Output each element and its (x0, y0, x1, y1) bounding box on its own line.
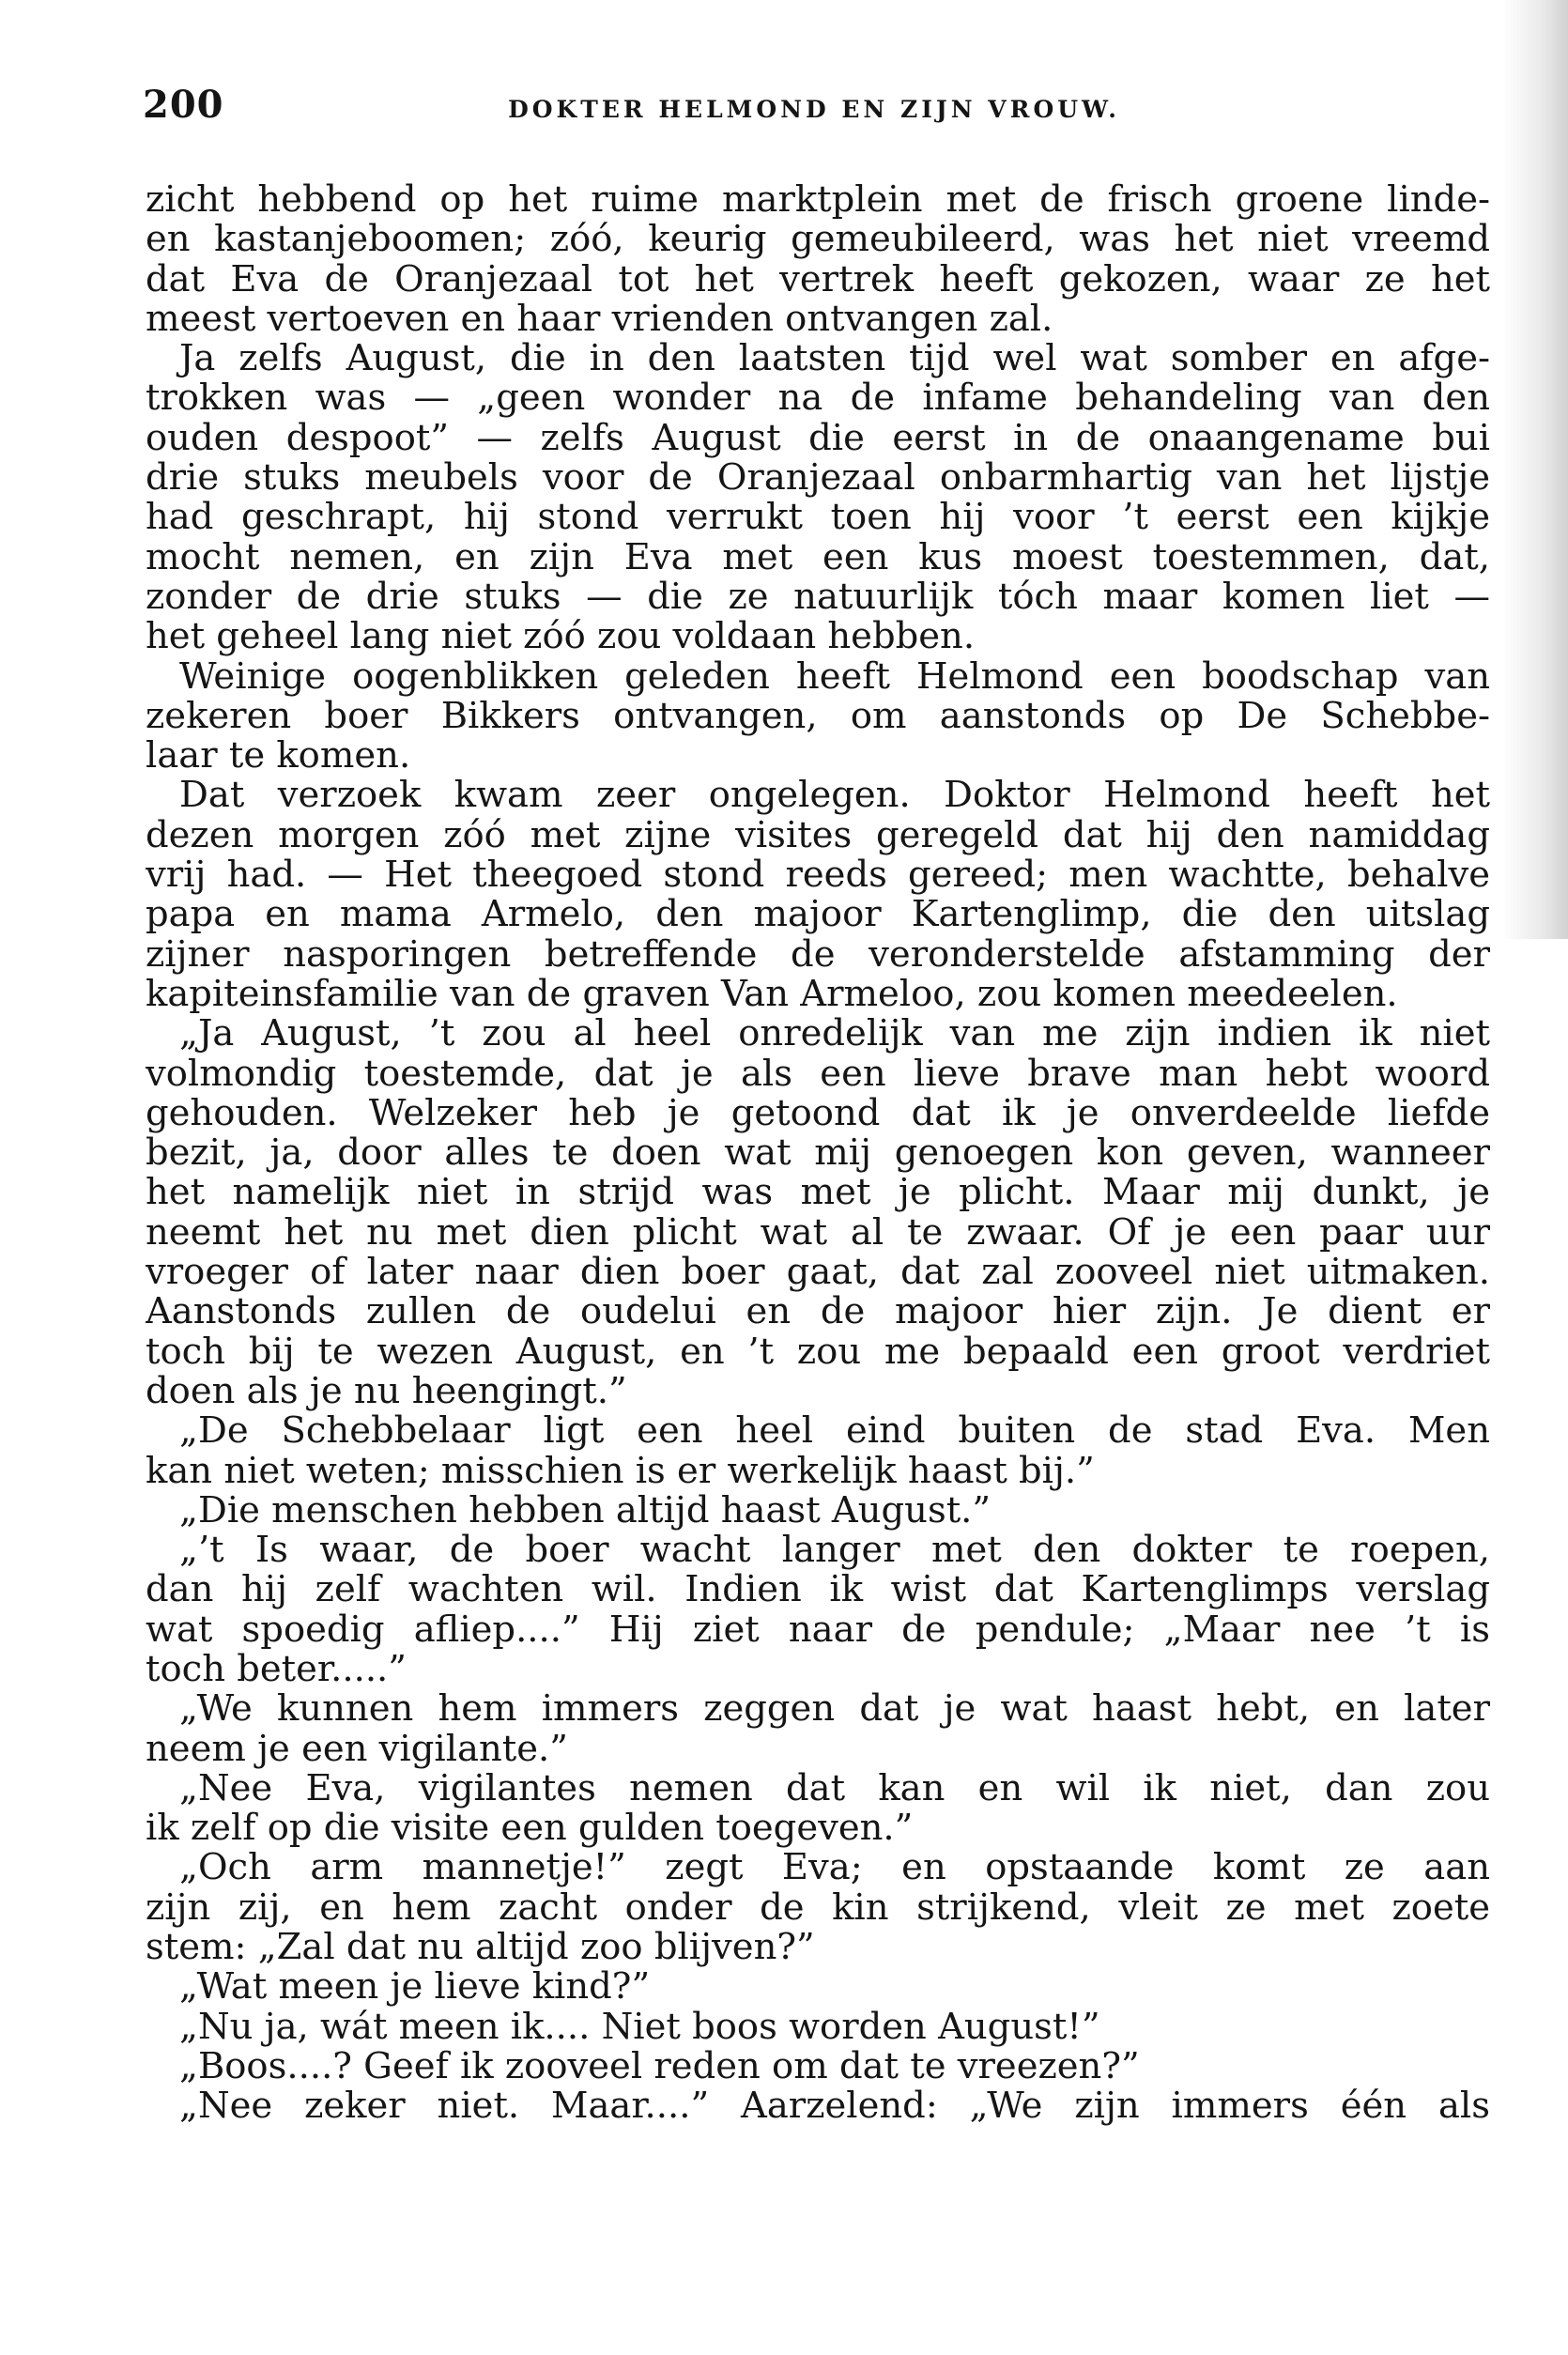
text-line: „De Schebbelaar ligt een heel eind buiten de stad Eva. Men (179, 1411, 1490, 1452)
body-text (146, 180, 1490, 2127)
text-line: Dat verzoek kwam zeer ongelegen. Doktor Helmond heeft het (179, 776, 1490, 816)
text-line: „Nee Eva, vigilantes nemen dat kan en wil ik niet, dan zou (179, 1768, 1490, 1809)
text-line: dan hij zelf wachten wil. Indien ik wist dat Kartenglimps verslag (146, 1570, 1490, 1610)
text-line: gehouden. Welzeker heb je getoond dat ik je onverdeelde liefde (146, 1093, 1490, 1134)
text-line: „’t Is waar, de boer wacht langer met den dokter te roepen, (179, 1531, 1490, 1571)
text-line: drie stuks meubels voor de Oranjezaal onbarmhartig van het lijstje (146, 458, 1490, 499)
text-line: Aanstonds zullen de oudelui en de majoor hier zijn. Je dient er (146, 1292, 1490, 1332)
page-number: 200 (143, 83, 224, 127)
text-line: Ja zelfs August, die in den laatsten tijd wel wat somber en afge- (179, 339, 1490, 379)
text-line: wat spoedig afliep....” Hij ziet naar de pendule; „Maar nee ’t is (146, 1609, 1490, 1650)
page-header (143, 83, 1485, 139)
text-line: „Ja August, ’t zou al heel onredelijk van me zijn indien ik niet (179, 1014, 1490, 1054)
text-line: trokken was — „geen wonder na de infame behandeling van den (146, 378, 1490, 419)
text-line: bezit, ja, door alles te doen wat mij genoegen kon geven, wanneer (146, 1133, 1490, 1174)
text-line: mocht nemen, en zijn Eva met een kus moest toestemmen, dat, (146, 537, 1490, 577)
text-line: „Die menschen hebben altijd haast August.” (179, 1490, 992, 1532)
text-line: dezen morgen zóó met zijne visites geregeld dat hij den namiddag (146, 815, 1490, 856)
text-line: doen als je nu heengingt.” (146, 1371, 627, 1412)
text-line: volmondig toestemde, dat je als een lieve brave man hebt woord (146, 1054, 1490, 1094)
text-line: zonder de drie stuks — die ze natuurlijk tóch maar komen liet — (146, 577, 1490, 618)
text-line: „Nee zeker niet. Maar....” Aarzelend: „We zijn immers één als (179, 2086, 1490, 2127)
text-line: en kastanjeboomen; zóó, keurig gemeubileerd, was het niet vreemd (146, 220, 1490, 260)
text-line: laar te komen. (146, 736, 411, 777)
text-line: dat Eva de Oranjezaal tot het vertrek heeft gekozen, waar ze het (146, 259, 1490, 300)
text-line: Weinige oogenblikken geleden heeft Helmond een boodschap van (179, 656, 1490, 697)
text-line: toch beter.....” (146, 1649, 407, 1690)
page-edge-shadow (1502, 0, 1568, 939)
text-line: neem je een vigilante.” (146, 1729, 568, 1769)
text-line: stem: „Zal dat nu altijd zoo blijven?” (146, 1928, 815, 1968)
text-line: neemt het nu met dien plicht wat al te zwaar. Of je een paar uur (146, 1212, 1490, 1254)
text-line: had geschrapt, hij stond verrukt toen hij voor ’t eerst een kijkje (146, 498, 1490, 538)
text-line: kan niet weten; misschien is er werkelijk haast bij.” (146, 1451, 1095, 1491)
text-line: „Boos....? Geef ik zooveel reden om dat te vreezen?” (179, 2046, 1140, 2087)
text-line: zekeren boer Bikkers ontvangen, om aanstonds op De Schebbe- (146, 696, 1490, 737)
text-line: vroeger of later naar dien boer gaat, dat zal zooveel niet uitmaken. (146, 1253, 1490, 1293)
running-title: DOKTER HELMOND EN ZIJN VROUW. (508, 96, 1120, 123)
text-line: ouden despoot” — zelfs August die eerst in de onaangename bui (146, 418, 1490, 459)
text-line: „We kunnen hem immers zeggen dat je wat haast hebt, en later (179, 1689, 1490, 1730)
text-line: kapiteinsfamilie van de graven Van Armeloo, zou komen meedeelen. (146, 974, 1398, 1015)
text-line: het namelijk niet in strijd was met je plicht. Maar mij dunkt, je (146, 1173, 1490, 1213)
text-line: „Nu ja, wát meen ik.... Niet boos worden August!” (179, 2007, 1100, 2047)
text-line: zijner nasporingen betreffende de veronderstelde afstamming der (146, 934, 1490, 975)
text-line: „Och arm mannetje!” zegt Eva; en opstaande komt ze aan (179, 1848, 1490, 1888)
text-line: vrij had. — Het theegoed stond reeds gereed; men wachtte, behalve (146, 855, 1490, 896)
text-line: ik zelf op die visite een gulden toegeven.” (146, 1809, 914, 1849)
text-line: zijn zij, en hem zacht onder de kin strijkend, vleit ze met zoete (146, 1887, 1490, 1929)
text-line: papa en mama Armelo, den majoor Kartenglimp, die den uitslag (146, 895, 1490, 935)
text-line: meest vertoeven en haar vrienden ontvangen zal. (146, 299, 1053, 340)
text-line: „Wat meen je lieve kind?” (179, 1967, 651, 2008)
text-line: het geheel lang niet zóó zou voldaan hebben. (146, 617, 976, 657)
text-line: zicht hebbend op het ruime marktplein met de frisch groene linde- (146, 180, 1490, 221)
text-line: toch bij te wezen August, en ’t zou me bepaald een groot verdriet (146, 1331, 1490, 1372)
